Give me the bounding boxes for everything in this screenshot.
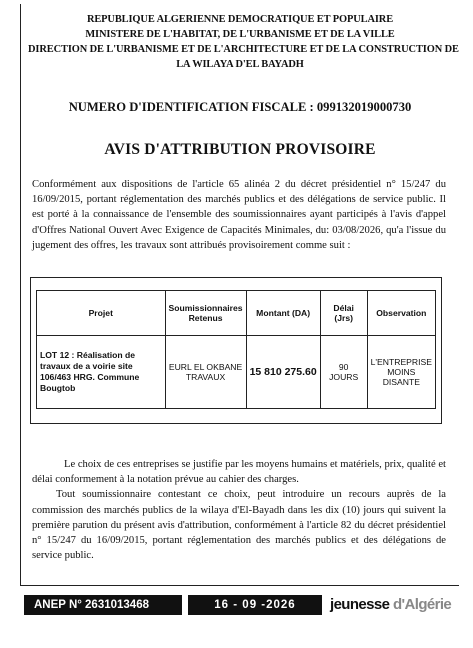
header-line-wilaya: LA WILAYA D'EL BAYADH xyxy=(176,59,304,70)
publication-footer xyxy=(24,593,454,617)
justification-section xyxy=(32,457,446,563)
header-line-direction: DIRECTION DE L'URBANISME ET DE L'ARCHITECTURE ET DE LA CONSTRUCTION DE xyxy=(28,44,459,55)
header-projet: Projet xyxy=(37,291,166,336)
cell-delai: 90 JOURS xyxy=(320,336,367,409)
header-observation: Observation xyxy=(367,291,435,336)
cell-observation: L'ENTREPRISE MOINS DISANTE xyxy=(367,336,435,409)
cell-soumissionnaire: EURL EL OKBANE TRAVAUX xyxy=(165,336,246,409)
newspaper-logo-part2: d'Algérie xyxy=(392,596,452,613)
notice-title: AVIS D'ATTRIBUTION PROVISOIRE xyxy=(104,141,376,158)
cell-projet: LOT 12 : Réalisation de travaux de a voirie site 106/463 HRG. Commune Bougtob xyxy=(37,336,166,409)
justification-paragraph: Le choix de ces entreprises se justifie par les moyens humains et matériels, prix, qualité et délai conformement à la notation prévue au cahier des charges. xyxy=(32,459,446,486)
ministry-header xyxy=(28,12,459,72)
header-line-ministry: MINISTERE DE L'HABITAT, DE L'URBANISME ET DE LA VILLE xyxy=(85,29,395,40)
recours-paragraph: Tout soumissionnaire contestant ce choix, peut introduire un recours auprès de la commission des marchés publics de la wilaya d'El-Bayadh dans les dix (10) jours qui suivent la première parution du présent avis d'attribution, conformément à l'article 82 du décret présidentiel n° 15/247 du 16/09/2015, portant réglementation des marchés publics et des délégations de service public. xyxy=(32,489,446,562)
publication-date: 16 - 09 -2026 xyxy=(188,595,322,615)
newspaper-logo xyxy=(330,593,451,617)
header-montant: Montant (DA) xyxy=(246,291,320,336)
intro-paragraph: Conformément aux dispositions de l'article 65 alinéa 2 du décret présidentiel n° 15/247 du 16/09/2015, portant réglementation des marchés publics et des délégations de service public. Il est porté à la connaissance de l'ensemble des soumissionnaires ayant participés à l'avis d'appel d'Offres National Ouvert Avec Exigence de Capacités Minimales, du: 03/08/2026, qu'a l'issue du jugement des offres, les travaux sont attribués provisoirement comme suit : xyxy=(32,179,446,251)
attribution-table-box xyxy=(30,277,442,424)
table-row xyxy=(37,336,436,409)
newspaper-logo-part1: jeunesse xyxy=(330,596,390,613)
cell-montant: 15 810 275.60 xyxy=(246,336,320,409)
header-line-republic: REPUBLIQUE ALGERIENNE DEMOCRATIQUE ET POPULAIRE xyxy=(86,14,394,25)
fiscal-id: NUMERO D'IDENTIFICATION FISCALE : 099132019000730 xyxy=(68,100,412,114)
attribution-table xyxy=(36,290,436,409)
header-soumissionnaires: Soumissionnaires Retenus xyxy=(165,291,246,336)
header-delai: Délai (Jrs) xyxy=(320,291,367,336)
anep-number: ANEP N° 2631013468 xyxy=(24,595,182,615)
table-header-row xyxy=(37,291,436,336)
